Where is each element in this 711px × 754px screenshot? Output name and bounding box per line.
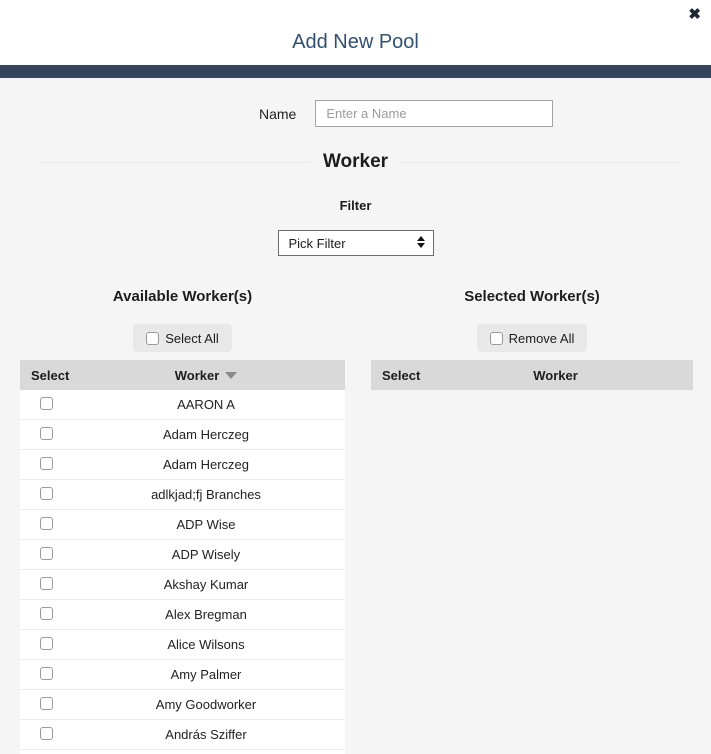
row-select-cell: [20, 607, 81, 623]
name-label: Name: [259, 105, 297, 122]
worker-name: Akshay Kumar: [163, 577, 249, 592]
row-select-cell: [20, 727, 81, 743]
row-select-cell: [20, 487, 81, 503]
remove-all-row: [371, 324, 693, 352]
selected-workers-table: [371, 360, 693, 390]
worker-name: Adam Herczeg: [163, 457, 249, 472]
table-row: [20, 570, 345, 600]
accent-bar: [0, 65, 711, 78]
table-row: [20, 510, 345, 540]
table-row: [20, 600, 345, 630]
worker-name: ADP Wisely: [171, 547, 241, 562]
row-select-cell: [20, 547, 81, 563]
worker-name: adlkjad;fj Branches: [151, 487, 261, 502]
available-workers-panel: [20, 288, 345, 754]
worker-name: András Sziffer: [165, 727, 247, 742]
worker-checkbox[interactable]: [40, 697, 53, 710]
worker-name: ADP Wise: [176, 517, 236, 532]
selected-workers-panel: [371, 288, 693, 754]
select-all-row: [20, 324, 345, 352]
close-icon[interactable]: ✖: [688, 6, 701, 23]
worker-name: Alice Wilsons: [167, 637, 245, 652]
worker-checkbox[interactable]: [40, 517, 53, 530]
select-all-label: Select All: [165, 330, 219, 346]
worker-name: Amy Palmer: [170, 667, 242, 682]
worker-checkbox[interactable]: [40, 427, 53, 440]
row-select-cell: [20, 697, 81, 713]
worker-checkbox[interactable]: [40, 727, 53, 740]
worker-columns: [20, 288, 693, 754]
table-row: [20, 450, 345, 480]
worker-checkbox[interactable]: [40, 637, 53, 650]
table-row: [20, 630, 345, 660]
worker-checkbox[interactable]: [40, 547, 53, 560]
worker-checkbox[interactable]: [40, 397, 53, 410]
worker-section-header: [0, 151, 711, 173]
selected-workers-heading: Selected Worker(s): [464, 288, 600, 305]
row-select-cell: [20, 577, 81, 593]
worker-section-title: Worker: [0, 151, 711, 173]
remove-all-button[interactable]: [477, 324, 588, 352]
worker-checkbox[interactable]: [40, 457, 53, 470]
worker-column-header[interactable]: Worker: [81, 368, 345, 383]
worker-name: Alex Bregman: [165, 607, 247, 622]
row-select-cell: [20, 427, 81, 443]
filter-select-wrap: [278, 230, 434, 256]
select-column-header: Select: [382, 367, 421, 383]
worker-checkbox[interactable]: [40, 607, 53, 620]
filter-label: Filter: [339, 198, 372, 213]
filter-select[interactable]: [278, 230, 434, 256]
select-all-checkbox[interactable]: [146, 332, 159, 345]
select-column-header: Select: [31, 367, 70, 383]
modal-title: Add New Pool: [292, 31, 419, 53]
worker-checkbox[interactable]: [40, 487, 53, 500]
row-select-cell: [20, 457, 81, 473]
table-row: [20, 540, 345, 570]
row-select-cell: [20, 637, 81, 653]
selected-table-header: [371, 360, 693, 390]
worker-name: Amy Goodworker: [155, 697, 257, 712]
table-row: [20, 660, 345, 690]
row-select-cell: [20, 667, 81, 683]
worker-column-header: Worker: [533, 367, 578, 383]
available-workers-table: [20, 360, 345, 754]
row-select-cell: [20, 517, 81, 533]
name-field-row: [259, 100, 711, 127]
worker-checkbox[interactable]: [40, 577, 53, 590]
remove-all-label: Remove All: [508, 330, 575, 346]
select-all-button[interactable]: [133, 324, 231, 352]
modal-header: [0, 0, 711, 65]
available-rows: [20, 390, 345, 750]
name-input[interactable]: [315, 100, 553, 127]
worker-checkbox[interactable]: [40, 667, 53, 680]
table-row: [20, 420, 345, 450]
sort-desc-icon[interactable]: [225, 372, 237, 379]
clipped-row: [20, 750, 345, 754]
table-row: [20, 690, 345, 720]
table-row: [20, 390, 345, 420]
table-row: [20, 720, 345, 750]
remove-all-checkbox[interactable]: [490, 332, 503, 345]
table-row: [20, 480, 345, 510]
row-select-cell: [20, 397, 81, 413]
worker-name: Adam Herczeg: [163, 427, 249, 442]
available-table-header: [20, 360, 345, 390]
worker-name: AARON A: [177, 397, 235, 412]
available-workers-heading: Available Worker(s): [112, 288, 253, 305]
